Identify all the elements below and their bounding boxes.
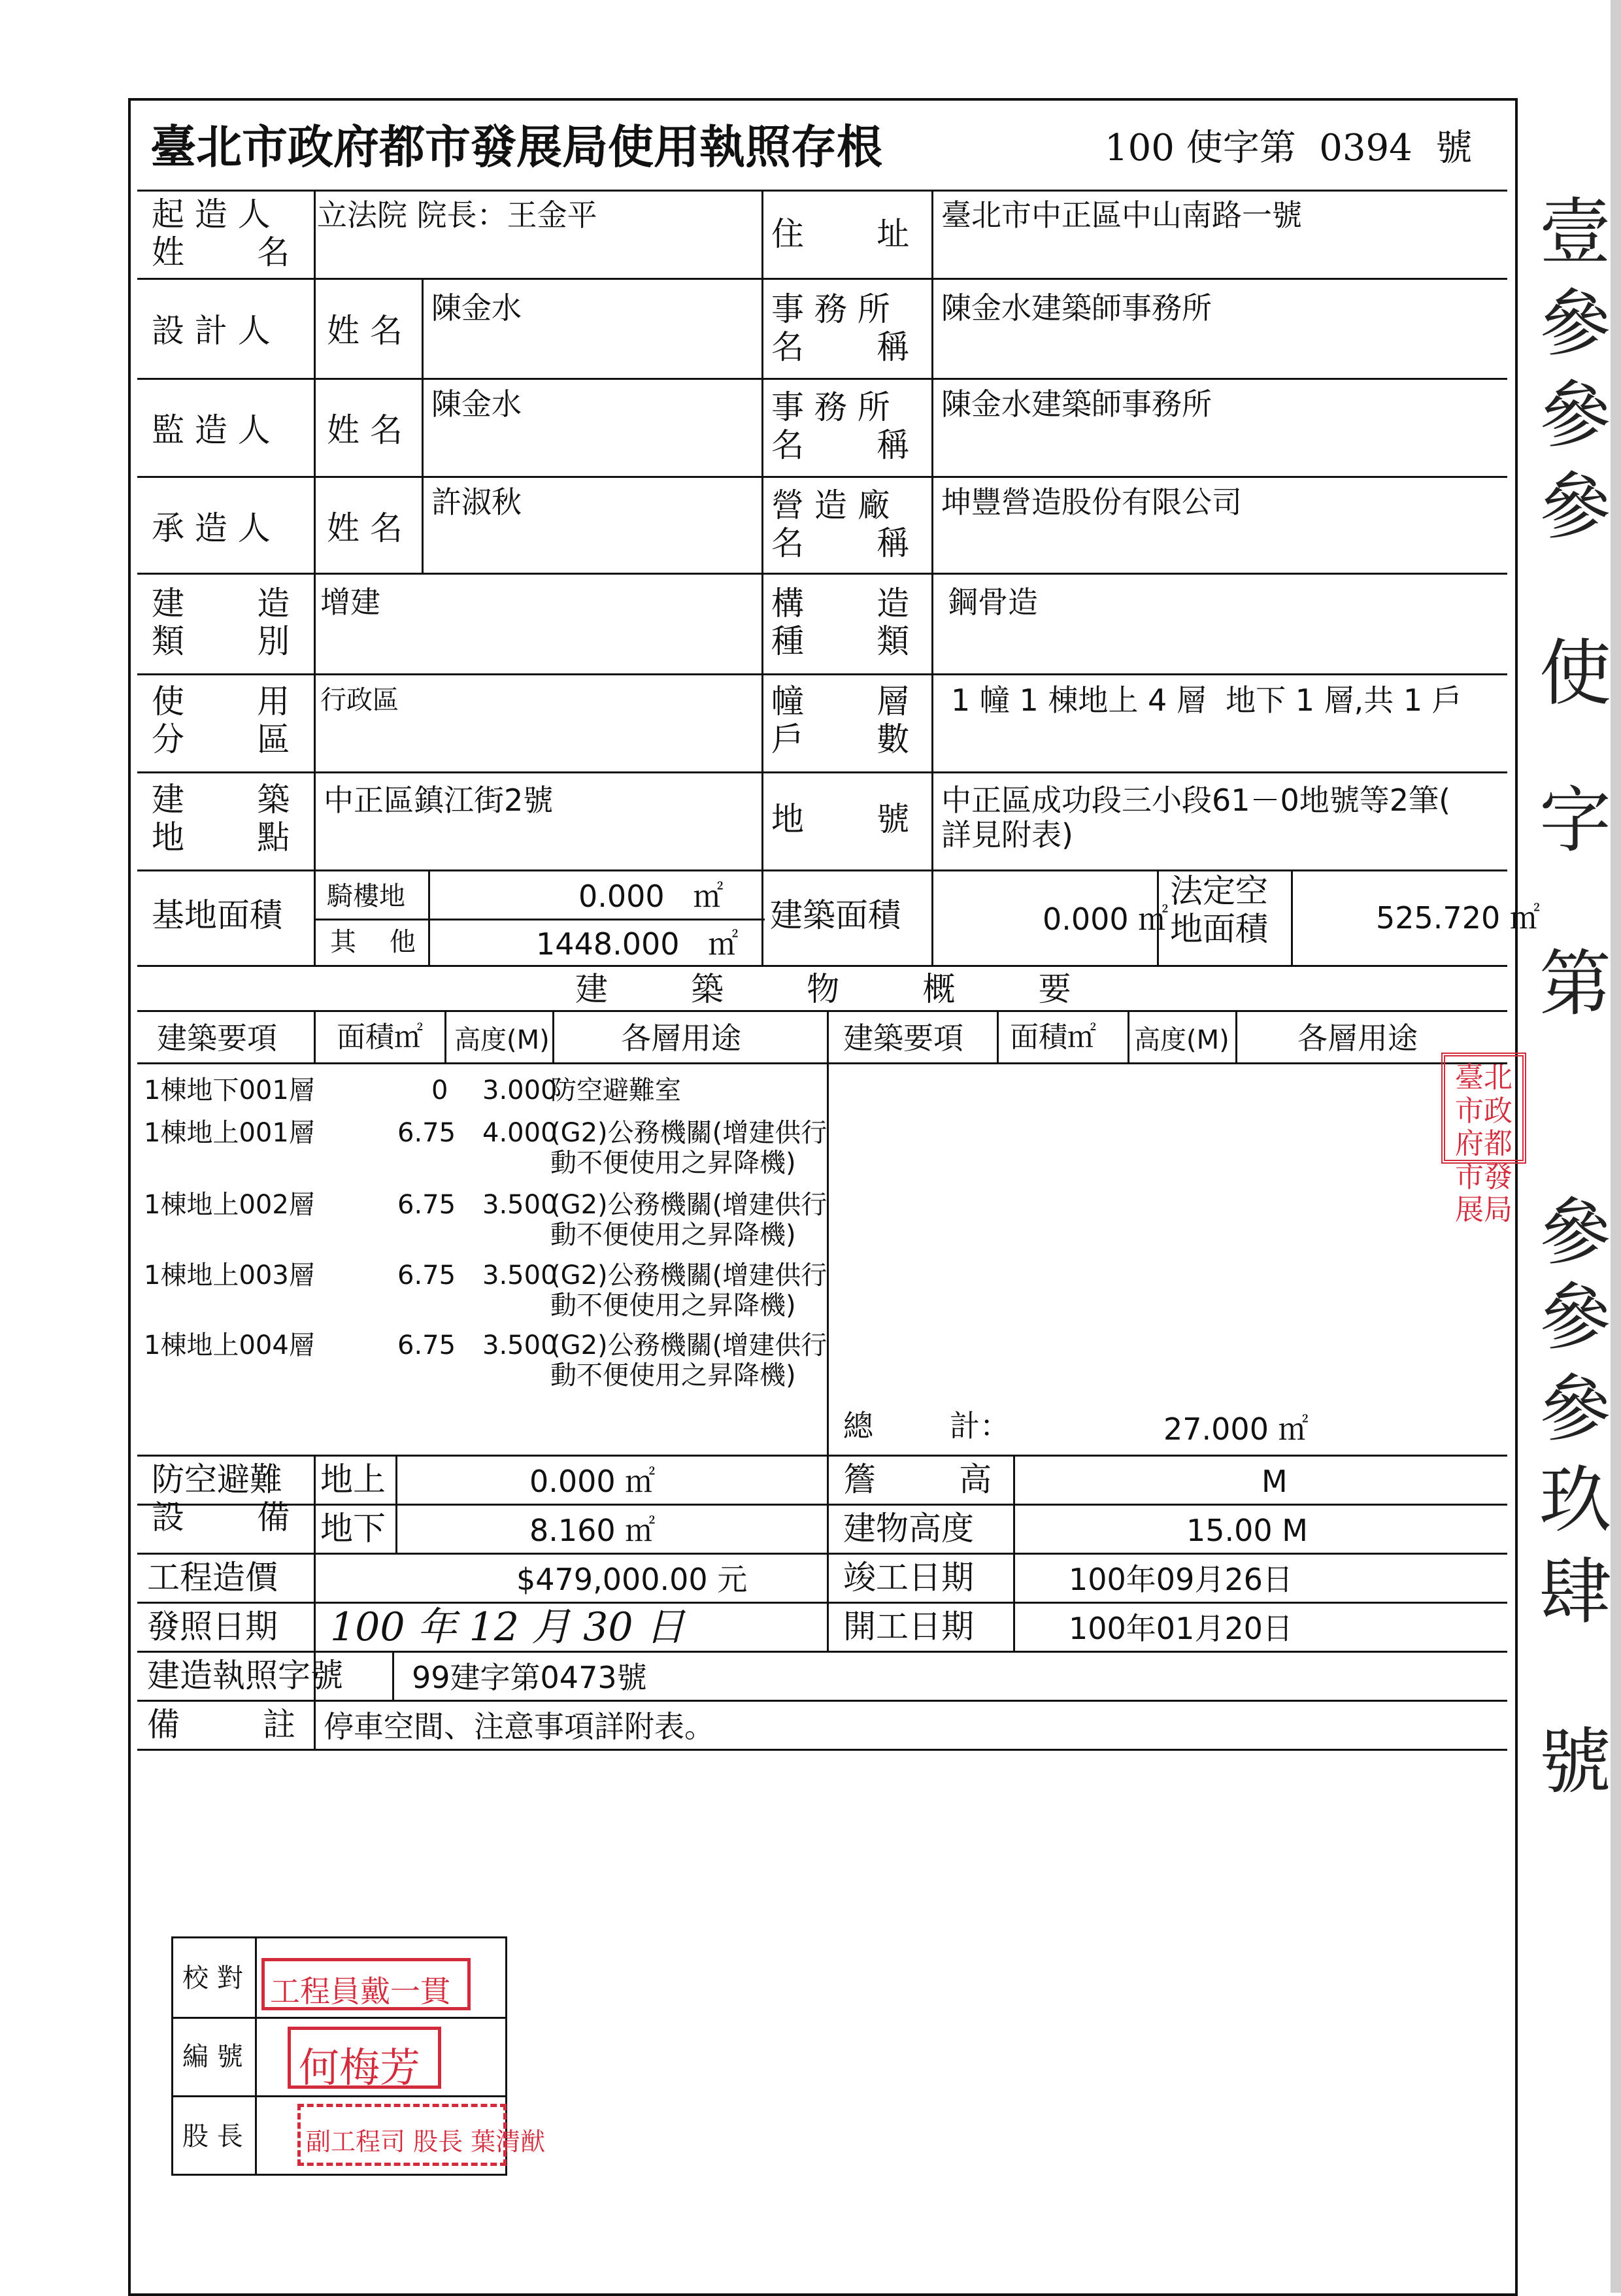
header-item-right: 建築要項 xyxy=(843,1021,963,1056)
rule xyxy=(137,1700,1507,1702)
designer-office: 陳金水建築師事務所 xyxy=(941,290,1212,326)
rule xyxy=(314,190,316,965)
address-value: 臺北市中正區中山南路一號 xyxy=(941,197,1302,233)
row-use: (G2)公務機關(增建供行 動不便使用之昇降機) xyxy=(550,1190,827,1250)
row-use: (G2)公務機關(增建供行 動不便使用之昇降機) xyxy=(550,1330,827,1391)
contractor-co: 坤豐營造股份有限公司 xyxy=(941,484,1242,520)
side-char: 參 xyxy=(1539,1367,1611,1451)
chief-label: 股 長 xyxy=(182,2121,243,2152)
side-char: 參 xyxy=(1539,1275,1611,1359)
use-zone-label: 使 用 分 區 xyxy=(152,683,290,758)
rule xyxy=(314,1010,316,1062)
header-height: 高度(M) xyxy=(454,1025,550,1055)
structure: 鋼骨造 xyxy=(948,584,1038,620)
rule xyxy=(422,278,424,573)
header-height-right: 高度(M) xyxy=(1134,1025,1229,1055)
eaves-label: 簷 高 xyxy=(843,1460,992,1498)
side-char: 玖 xyxy=(1539,1459,1611,1542)
structure-label: 構 造 種 類 xyxy=(771,584,910,660)
rule xyxy=(137,190,1507,192)
rule xyxy=(137,869,1507,871)
side-char: 第 xyxy=(1539,942,1611,1026)
remark-value: 停車空間、注意事項詳附表。 xyxy=(324,1709,714,1744)
rule xyxy=(137,1062,1507,1064)
rule xyxy=(314,1455,316,1602)
supervisor-value: 陳金水 xyxy=(431,386,522,422)
number-stamp: 何梅芳 xyxy=(288,2027,441,2089)
header-use-right: 各層用途 xyxy=(1297,1021,1418,1056)
rule xyxy=(137,1455,1507,1457)
below-value: 8.160 ㎡ xyxy=(529,1513,656,1548)
official-seal: 臺北市政府都市發展局 xyxy=(1441,1053,1526,1164)
rule xyxy=(314,919,765,920)
row-area: 6.75 xyxy=(397,1330,456,1360)
row-area: 6.75 xyxy=(397,1190,456,1220)
rule xyxy=(137,1651,1507,1653)
cost-label: 工程造價 xyxy=(147,1559,278,1596)
chief-stamp: 副工程司 股長 葉清猷 xyxy=(297,2104,507,2166)
total-label: 總 計： xyxy=(843,1408,1010,1443)
number-label: 編 號 xyxy=(182,2042,243,2072)
rule xyxy=(827,1010,829,1455)
rule xyxy=(1128,1010,1129,1062)
rule xyxy=(137,573,1507,575)
other-value: 1448.000 ㎡ xyxy=(536,926,739,962)
rule xyxy=(137,1749,1507,1751)
rule xyxy=(1291,869,1293,965)
supervisor-office-label: 事 務 所 名 稱 xyxy=(771,388,910,464)
designer-label: 設 計 人 xyxy=(152,312,271,350)
side-char: 肆 xyxy=(1539,1550,1611,1634)
remark-label: 備 註 xyxy=(147,1706,296,1744)
designer-value: 陳金水 xyxy=(431,290,522,326)
above-value: 0.000 ㎡ xyxy=(529,1464,656,1499)
rule xyxy=(173,2095,505,2097)
shelter-label: 防空避難 設 備 xyxy=(152,1460,290,1536)
side-char: 壹 xyxy=(1539,190,1611,274)
row-use: (G2)公務機關(增建供行 動不便使用之昇降機) xyxy=(550,1118,827,1178)
start-label: 開工日期 xyxy=(843,1608,974,1646)
page-edge xyxy=(1611,0,1621,2293)
rule xyxy=(137,1553,1507,1555)
rule xyxy=(137,1504,1507,1506)
row-height: 3.500 xyxy=(482,1330,558,1360)
row-area: 6.75 xyxy=(397,1260,456,1291)
rule xyxy=(827,1455,829,1651)
designer-name-label: 姓 名 xyxy=(327,312,403,350)
row-use: 防空避難室 xyxy=(550,1075,681,1106)
rule xyxy=(552,1010,554,1062)
rule xyxy=(137,1602,1507,1604)
other-label: 其 他 xyxy=(330,927,416,957)
side-char: 參 xyxy=(1539,465,1611,549)
contractor-name-label: 姓 名 xyxy=(327,509,403,547)
rule xyxy=(392,1651,394,1700)
supervisor-label: 監 造 人 xyxy=(152,411,271,449)
rule xyxy=(931,190,933,965)
height-value: 15.00 M xyxy=(1186,1513,1308,1548)
header-area: 面積㎡ xyxy=(337,1021,423,1054)
rule xyxy=(137,771,1507,773)
header-item: 建築要項 xyxy=(157,1021,277,1056)
contractor-co-label: 營 造 廠 名 稱 xyxy=(771,486,910,562)
rule xyxy=(137,476,1507,478)
arcade-value: 0.000 ㎡ xyxy=(578,879,724,914)
location: 中正區鎮江街2號 xyxy=(324,783,554,818)
rule xyxy=(997,1010,999,1062)
row-height: 4.000 xyxy=(482,1118,558,1148)
permit-number: 100 使字第 0394 號 xyxy=(1105,127,1473,169)
cost-value: $479,000.00 元 xyxy=(516,1562,748,1597)
rule xyxy=(137,965,1507,967)
header-use: 各層用途 xyxy=(621,1021,741,1056)
total-value: 27.000 ㎡ xyxy=(1163,1411,1309,1447)
row-height: 3.500 xyxy=(482,1190,558,1220)
rule xyxy=(173,2017,505,2019)
open-space: 525.720 ㎡ xyxy=(1376,900,1540,936)
lot-label: 地 號 xyxy=(771,800,910,838)
issue-value: 100 年 12 月 30 日 xyxy=(330,1604,685,1650)
side-char: 使 xyxy=(1539,632,1611,715)
rule xyxy=(1013,1455,1015,1651)
designer-office-label: 事 務 所 名 稱 xyxy=(771,290,910,366)
build-type-label: 建 造 類 別 xyxy=(152,584,290,660)
address-label: 住 址 xyxy=(771,215,910,253)
row-height: 3.000 xyxy=(482,1075,558,1106)
units: 1 幢 1 棟地上 4 層 地下 1 層,共 1 戶 xyxy=(951,683,1462,718)
check-label: 校 對 xyxy=(182,1963,243,1993)
site-area-label: 基地面積 xyxy=(152,896,282,934)
summary-title: 建 築 物 概 要 xyxy=(575,970,1071,1008)
permit-value: 99建字第0473號 xyxy=(412,1660,647,1695)
side-char: 字 xyxy=(1539,779,1611,862)
above-label: 地上 xyxy=(320,1460,386,1498)
rule xyxy=(137,673,1507,675)
document-title: 臺北市政府都市發展局使用執照存根 xyxy=(150,120,882,174)
row-item: 1棟地上003層 xyxy=(144,1260,315,1291)
open-space-label: 法定空 地面積 xyxy=(1170,872,1268,948)
side-char: 參 xyxy=(1539,373,1611,457)
rule xyxy=(137,378,1507,380)
row-area: 6.75 xyxy=(397,1118,456,1148)
row-item: 1棟地下001層 xyxy=(144,1075,315,1106)
build-type: 增建 xyxy=(320,584,380,620)
lot: 中正區成功段三小段61－0地號等2筆( 詳見附表) xyxy=(941,783,1451,853)
row-use: (G2)公務機關(增建供行 動不便使用之昇降機) xyxy=(550,1260,827,1321)
side-char: 參 xyxy=(1539,1190,1611,1274)
builder-value: 立法院 院長：王金平 xyxy=(317,197,597,233)
completion-label: 竣工日期 xyxy=(843,1559,974,1596)
building-area-label: 建築面積 xyxy=(770,896,901,934)
height-label: 建物高度 xyxy=(843,1510,974,1547)
rule xyxy=(137,1010,1507,1012)
supervisor-name-label: 姓 名 xyxy=(327,411,403,449)
rule xyxy=(444,1010,446,1062)
builder-label: 起 造 人 姓 名 xyxy=(152,195,290,271)
row-height: 3.500 xyxy=(482,1260,558,1291)
eaves-value: M xyxy=(1262,1464,1288,1499)
completion-value: 100年09月26日 xyxy=(1069,1562,1293,1597)
contractor-label: 承 造 人 xyxy=(152,509,271,547)
row-item: 1棟地上001層 xyxy=(144,1118,315,1148)
row-area: 0 xyxy=(431,1075,448,1106)
permit-label: 建造執照字號 xyxy=(147,1657,343,1695)
header-area-right: 面積㎡ xyxy=(1010,1021,1096,1054)
rule xyxy=(255,1938,257,2174)
building-area: 0.000 ㎡ xyxy=(1043,902,1169,937)
rule xyxy=(137,278,1507,280)
below-label: 地下 xyxy=(320,1510,386,1547)
rule xyxy=(1235,1010,1237,1062)
rule xyxy=(761,190,763,965)
arcade-label: 騎樓地 xyxy=(327,881,405,911)
rule xyxy=(428,869,430,965)
rule xyxy=(395,1455,397,1553)
row-item: 1棟地上002層 xyxy=(144,1190,315,1220)
side-char: 號 xyxy=(1539,1720,1611,1804)
use-zone: 行政區 xyxy=(320,685,399,715)
start-value: 100年01月20日 xyxy=(1069,1611,1293,1646)
supervisor-office: 陳金水建築師事務所 xyxy=(941,386,1212,422)
location-label: 建 築 地 點 xyxy=(152,781,290,856)
units-label: 幢 層 戶 數 xyxy=(771,683,910,758)
contractor-value: 許淑秋 xyxy=(431,484,522,520)
side-char: 參 xyxy=(1539,282,1611,365)
issue-label: 發照日期 xyxy=(147,1608,278,1646)
check-stamp: 工程員戴一貫 xyxy=(261,1958,471,2010)
row-item: 1棟地上004層 xyxy=(144,1330,315,1360)
